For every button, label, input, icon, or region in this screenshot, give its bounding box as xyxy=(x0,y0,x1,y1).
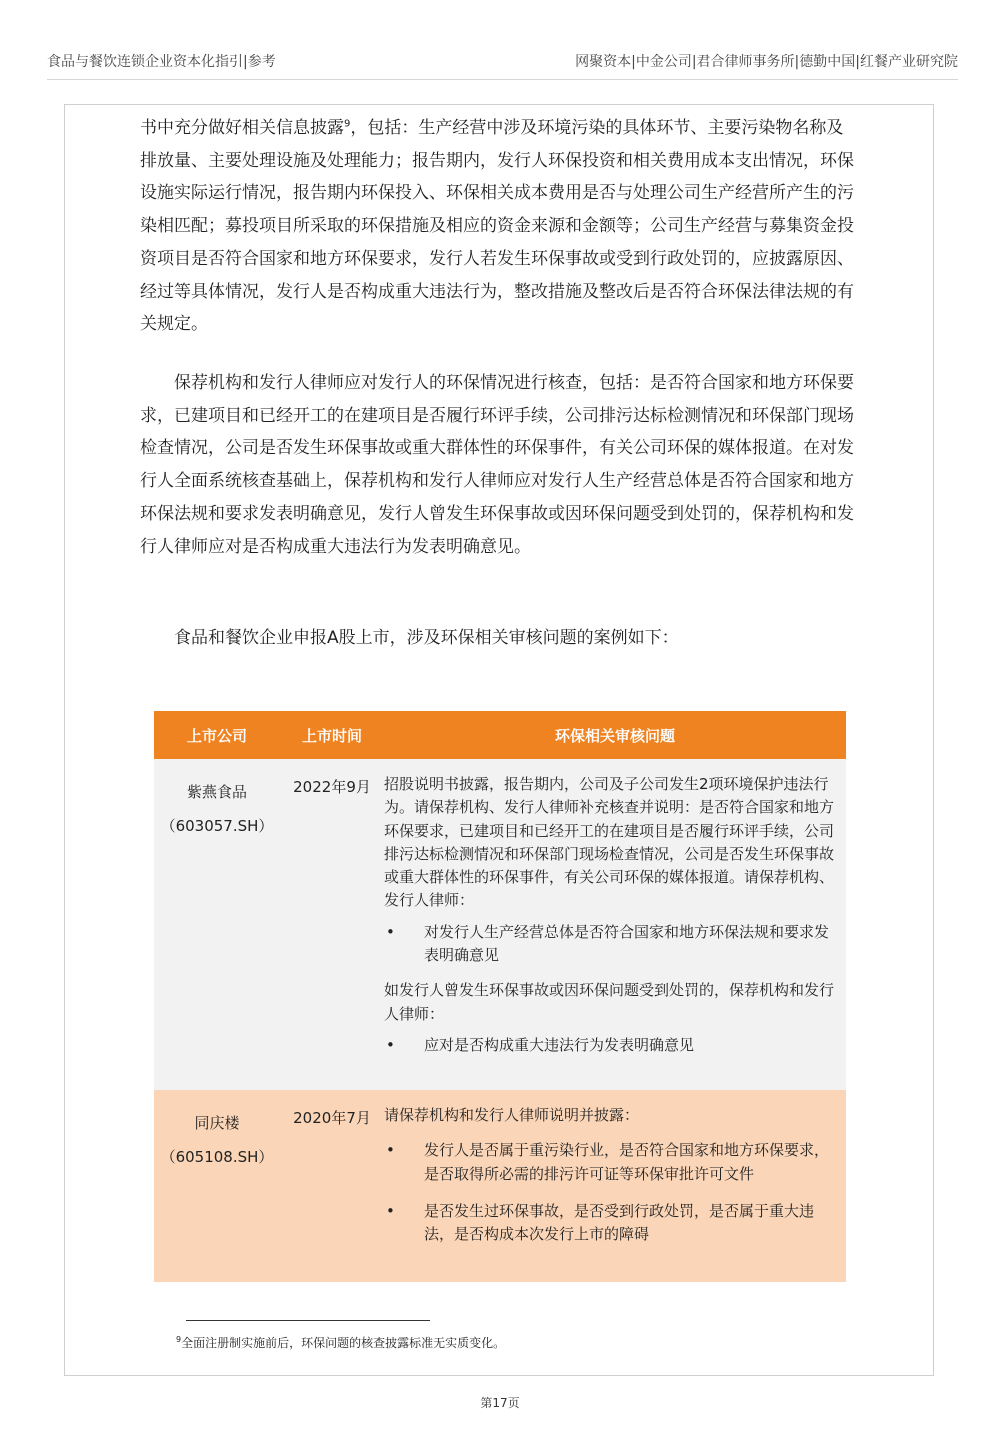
footnote xyxy=(176,1334,505,1351)
case-table xyxy=(154,711,846,1282)
stock-code: （603057.SH） xyxy=(160,817,274,835)
paragraph-2 xyxy=(140,367,856,563)
footnote-ref: 9 xyxy=(344,118,351,130)
listing-date: 2020年7月 xyxy=(293,1109,371,1127)
table-row xyxy=(154,759,846,1090)
company-name: 同庆楼 xyxy=(194,1114,240,1132)
page-number: 第17页 xyxy=(480,1396,520,1410)
table-header xyxy=(154,711,846,759)
issue-cell xyxy=(384,1090,846,1282)
header-date: 上市时间 xyxy=(301,726,362,745)
paragraph-3-text: 食品和餐饮企业申报A股上市，涉及环保相关审核问题的案例如下： xyxy=(174,628,679,648)
header-issue: 环保相关审核问题 xyxy=(554,726,675,745)
company-cell xyxy=(154,1090,280,1282)
paragraph-3 xyxy=(140,622,856,655)
paragraph-2-text: 保荐机构和发行人律师应对发行人的环保情况进行核查，包括：是否符合国家和地方环保要求，已建项目和已经开工的在建项目是否履行环评手续，公司排污达标检测情况和环保部门现场检查情况，公司是否发生环保事故或重大群体性的环保事件，有关公司环保的媒体报道。在对发行人全面系统核查基础上，保荐机构和发行人律师应对发行人生产经营总体是否符合国家和地方环保法规和要求发表明确意见，发行人曾发生环保事故或因环保问题受到处罚的，保荐机构和发行人律师应对是否构成重大违法行为发表明确意见。 xyxy=(140,373,854,557)
table-row xyxy=(154,1090,846,1282)
issue-cell xyxy=(384,759,846,1090)
header-right-sources: 网聚资本|中金公司|君合律师事务所|德勤中国|红餐产业研究院 xyxy=(575,54,958,70)
issue-intro: 请保荐机构和发行人律师说明并披露： xyxy=(384,1106,640,1124)
bullet-dot: • xyxy=(386,1201,395,1220)
bullet-item xyxy=(384,921,834,968)
issue-mid: 如发行人曾发生环保事故或因环保问题受到处罚的，保荐机构和发行人律师： xyxy=(384,981,835,1023)
footnote-text: 全面注册制实施前后，环保问题的核查披露标准无实质变化。 xyxy=(181,1336,506,1350)
issue-intro: 招股说明书披露，报告期内，公司及子公司发生2项环境保护违法行为。请保荐机构、发行人律师补充核查并说明：是否符合国家和地方环保要求，已建项目和已经开工的在建项目是否履行环评手续，公司排污达标检测情况和环保部门现场检查情况，公司是否发生环保事故或重大群体性的环保事件，有关公司环保的媒体报道。请保荐机构、发行人律师： xyxy=(384,775,835,910)
bullet-item xyxy=(384,1200,834,1247)
header-divider xyxy=(47,79,958,80)
footnote-divider xyxy=(186,1320,430,1321)
bullet-text: 对发行人生产经营总体是否符合国家和地方环保法规和要求发表明确意见 xyxy=(424,922,830,965)
paragraph-1-rest: ，包括：生产经营中涉及环境污染的具体环节、主要污染物名称及排放量、主要处理设施及处理能力；报告期内，发行人环保投资和相关费用成本支出情况，环保设施实际运行情况，报告期内环保投入、环保相关成本费用是否与处理公司生产经营所产生的污染相匹配；募投项目所采取的环保措施及相应的资金来源和金额等；公司生产经营与募集资金投资项目是否符合国家和地方环保要求，发行人若发生环保事故或受到行政处罚的，应披露原因、经过等具体情况，发行人是否构成重大违法行为，整改措施及整改后是否符合环保法律法规的有关规定。 xyxy=(140,118,854,335)
bullet-dot: • xyxy=(386,1141,395,1160)
company-cell xyxy=(154,759,280,1090)
bullet-item xyxy=(384,1139,834,1186)
header-company: 上市公司 xyxy=(186,726,247,745)
bullet-text: 发行人是否属于重污染行业，是否符合国家和地方环保要求，是否取得所必需的排污许可证等环保审批许可文件 xyxy=(424,1141,830,1183)
bullet-dot: • xyxy=(386,1035,395,1054)
bullet-text: 是否发生过环保事故，是否受到行政处罚，是否属于重大违法，是否构成本次发行上市的障碍 xyxy=(424,1201,815,1244)
stock-code: （605108.SH） xyxy=(160,1148,274,1166)
paragraph-1-start: 书中充分做好相关信息披露 xyxy=(140,118,344,138)
company-name: 紫燕食品 xyxy=(186,783,247,801)
listing-date: 2022年9月 xyxy=(293,778,371,796)
paragraph-1 xyxy=(140,112,856,341)
bullet-dot: • xyxy=(386,922,395,941)
bullet-item xyxy=(384,1034,834,1057)
bullet-text: 应对是否构成重大违法行为发表明确意见 xyxy=(424,1035,695,1054)
header-left-title: 食品与餐饮连锁企业资本化指引|参考 xyxy=(47,54,276,70)
footnote-number: 9 xyxy=(176,1335,182,1344)
